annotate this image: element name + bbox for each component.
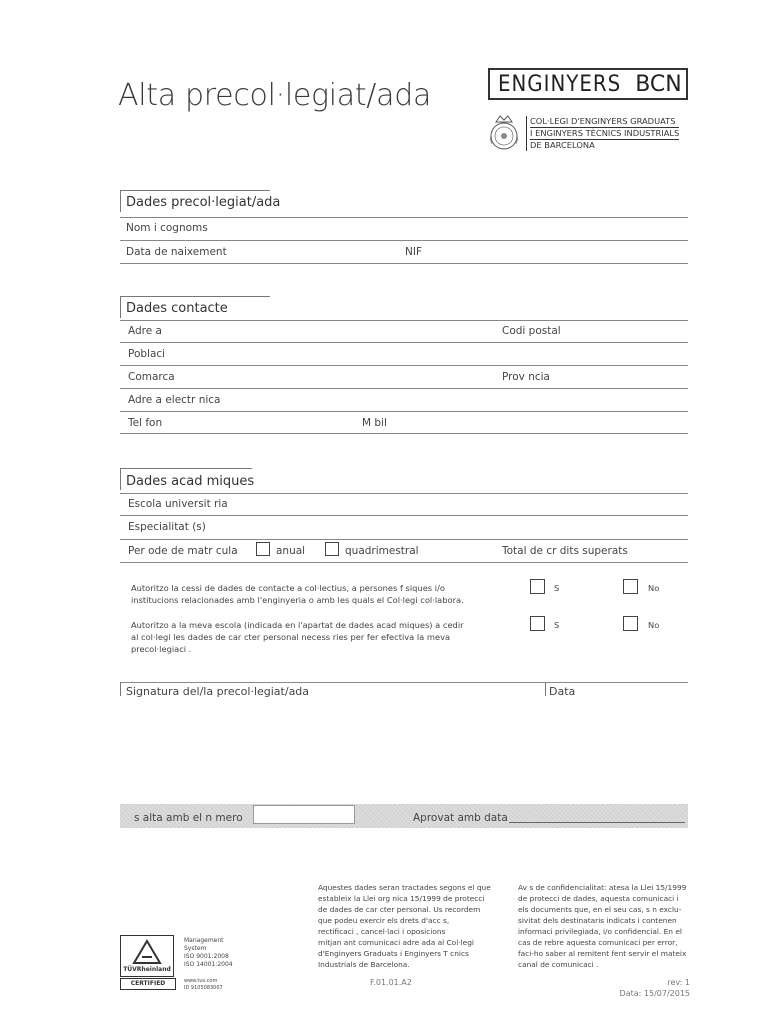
section-heading-personal: Dades precol·legiat/ada xyxy=(126,195,281,210)
field-town-label: Poblaci xyxy=(128,348,166,360)
field-email-label: Adre a electr nica xyxy=(128,394,221,406)
privacy-notice-line: mitjan ant comunicaci adre ada al Col·legi xyxy=(318,938,474,947)
consent1-yes-checkbox[interactable] xyxy=(530,579,545,594)
privacy-notice xyxy=(318,882,491,970)
college-seal-icon xyxy=(486,112,522,154)
college-line3: DE BARCELONA xyxy=(530,140,595,150)
privacy-notice-line: Aquestes dades seran tractades segons el que xyxy=(318,883,491,892)
consent1-no-label: No xyxy=(648,583,660,593)
management-system-line: System xyxy=(184,945,207,952)
field-phone-label: Tel fon xyxy=(128,417,163,429)
semester-label: quadrimestral xyxy=(345,545,419,557)
college-name xyxy=(526,116,679,151)
tuv-id: www.tuv.com ID 9105083007 xyxy=(184,978,223,991)
field-comarca-label: Comarca xyxy=(128,371,175,383)
college-line2: I ENGINYERS TÈCNICS INDUSTRIALS xyxy=(530,128,680,138)
field-mobile-label: M bil xyxy=(362,417,387,429)
confidentiality-notice-line: Av s de confidencialitat: atesa la Llei 15/1999 xyxy=(518,883,687,892)
section-heading-contact: Dades contacte xyxy=(126,301,228,316)
tuv-certified-label: CERTIFIED xyxy=(120,978,176,990)
revision: rev: 1 xyxy=(667,978,690,987)
signature-date-label: Data xyxy=(549,685,576,698)
registration-number-field[interactable] xyxy=(253,805,355,824)
field-postcode-label: Codi postal xyxy=(502,325,561,337)
consent-text-2: Autoritzo a la meva escola (indicada en l'apartat de dades acad miques) a cedir al col·legi les dades de car cter personal necess ries per fer efectiva la meva precol·legiaci . xyxy=(131,620,464,654)
field-school-label: Escola universit ria xyxy=(128,498,228,510)
confidentiality-notice xyxy=(518,882,686,970)
consent-text-1: Autoritzo la cessi de dades de contacte a col·lectius, a persones f siques i/o institucions relacionades amb l'enginyeria o amb les quals el Col·legi col·labora. xyxy=(131,583,464,605)
consent1-no-checkbox[interactable] xyxy=(623,579,638,594)
management-system-text xyxy=(184,937,233,969)
logo-bcn: BCN xyxy=(635,71,682,97)
semester-checkbox[interactable] xyxy=(325,542,339,556)
revision-date: Data: 15/07/2015 xyxy=(619,989,690,998)
confidentiality-notice-line: cas de rebre aquesta comunicaci per error, xyxy=(518,938,678,947)
annual-label: anual xyxy=(276,545,306,557)
section1-top-line xyxy=(120,190,270,191)
field-credits-label: Total de cr dits superats xyxy=(502,545,628,557)
consent2-no-checkbox[interactable] xyxy=(623,616,638,631)
confidentiality-notice-line: de protecci de dades, aquesta comunicaci i xyxy=(518,894,679,903)
tuv-brand: TÜVRheinland xyxy=(123,966,171,973)
management-system-line: ISO 9001:2008 xyxy=(184,953,229,960)
consent1-yes-label: S xyxy=(554,583,560,593)
section-heading-academic: Dades acad miques xyxy=(126,474,255,489)
management-system-line: ISO 14001:2004 xyxy=(184,961,233,968)
page-title: Alta precol·legiat/ada xyxy=(118,78,432,113)
logo-enginyers: ENGINYERS xyxy=(498,71,622,97)
approved-date-line[interactable] xyxy=(509,822,685,823)
field-address-label: Adre a xyxy=(128,325,162,337)
college-line1: COL·LEGI D'ENGINYERS GRADUATS xyxy=(530,116,676,126)
approved-date-label: Aprovat amb data xyxy=(413,812,508,824)
enginyers-bcn-logo xyxy=(488,68,688,100)
privacy-notice-line: rectificaci , cancel·laci i oposicions xyxy=(318,927,446,936)
annual-checkbox[interactable] xyxy=(256,542,270,556)
registration-number-label: s alta amb el n mero xyxy=(134,812,243,824)
field-nif-label: NIF xyxy=(405,246,422,258)
confidentiality-notice-line: informaci privilegiada, i/o confidencial. En el xyxy=(518,927,682,936)
privacy-notice-line: que podeu exercir els drets d'acc s, xyxy=(318,916,450,925)
form-code: F.01.01.A2 xyxy=(370,978,412,987)
privacy-notice-line: estableix la Llei org nica 15/1999 de protecci xyxy=(318,894,485,903)
privacy-notice-line: de dades de car cter personal. Us recordem xyxy=(318,905,481,914)
management-system-line: Management xyxy=(184,937,224,944)
field-nom-label: Nom i cognoms xyxy=(126,222,208,234)
signature-label: Signatura del/la precol·legiat/ada xyxy=(126,685,310,698)
confidentiality-notice-line: canal de comunicaci . xyxy=(518,960,599,969)
field-enrolment-label: Per ode de matr cula xyxy=(128,545,238,557)
field-birthdate-label: Data de naixement xyxy=(126,246,227,258)
field-province-label: Prov ncia xyxy=(502,371,550,383)
field-specialty-label: Especialitat (s) xyxy=(128,521,206,533)
consent2-yes-checkbox[interactable] xyxy=(530,616,545,631)
consent2-no-label: No xyxy=(648,620,660,630)
confidentiality-notice-line: faci-ho saber al remitent fent servir el mateix xyxy=(518,949,687,958)
consent2-yes-label: S xyxy=(554,620,560,630)
privacy-notice-line: Industrials de Barcelona. xyxy=(318,960,410,969)
privacy-notice-line: d'Enginyers Graduats i Enginyers T cnics xyxy=(318,949,469,958)
confidentiality-notice-line: sivitat dels destinataris indicats i contenen xyxy=(518,916,677,925)
confidentiality-notice-line: els documents que, en el seu cas, s n exclu- xyxy=(518,905,682,914)
